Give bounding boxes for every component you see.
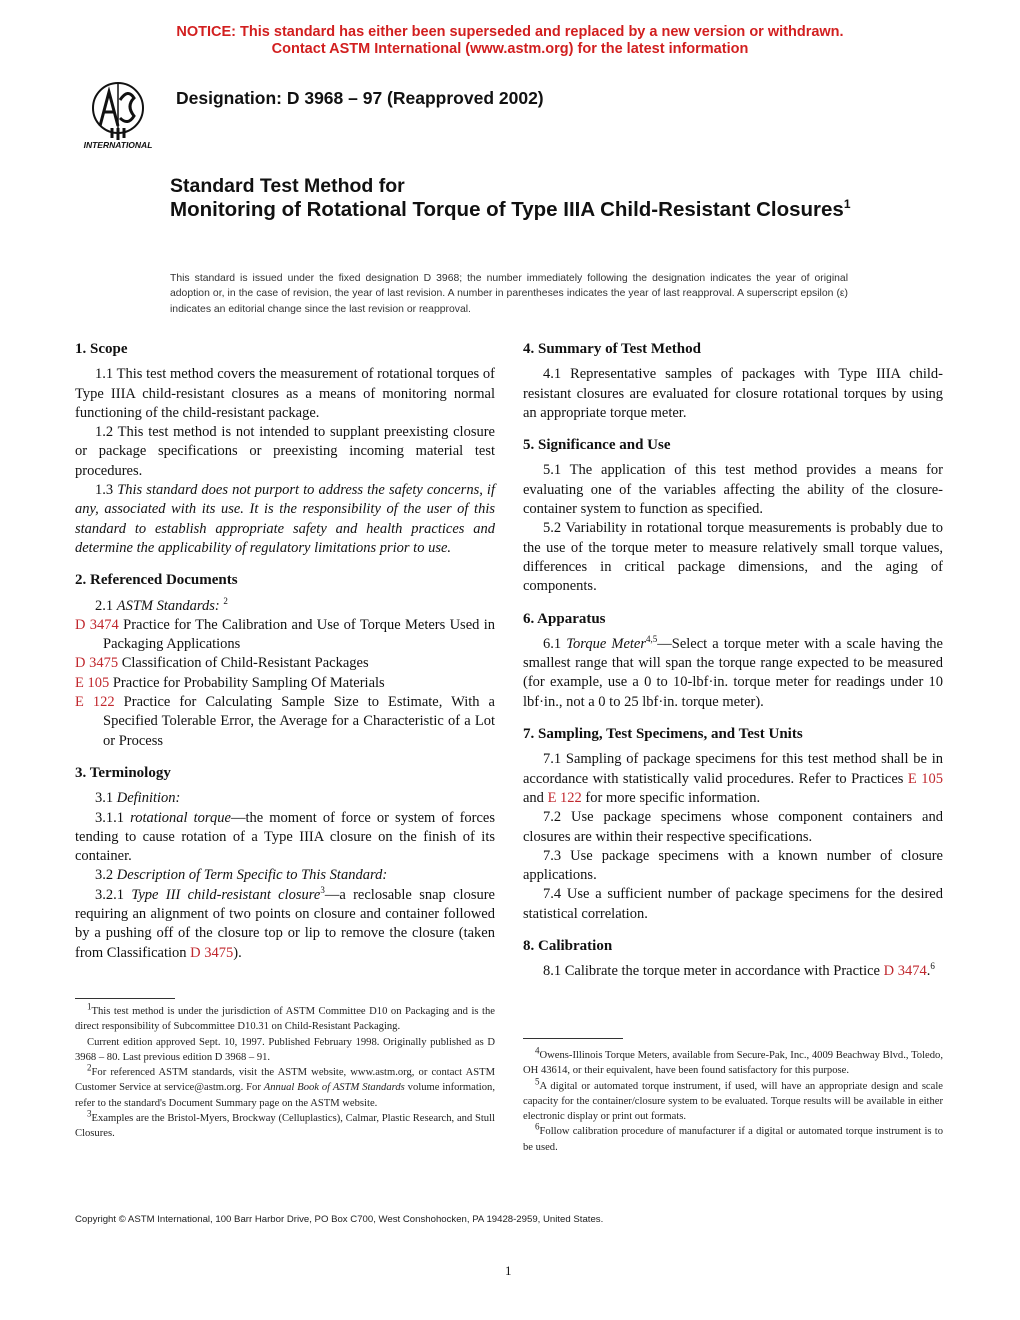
para-4-1: 4.1 Representative samples of packages with Type IIIA child-resistant closures are evaluated for closure rotational torques by using an appropriate torque meter. [523,366,943,421]
para-number: 3.1 [95,790,114,807]
footnote-ref: 6 [930,961,935,972]
para-1-2: 1.2 This test method is not intended to supplant preexisting closure or package specifications or preexisting incoming material test procedures. [75,424,495,479]
footnote-divider [523,1038,623,1039]
para-number: 2.1 [95,597,114,614]
page-number: 1 [505,1263,512,1278]
title-line-1: Standard Test Method for [170,175,405,197]
reference-item [75,674,495,693]
footnote-3 [75,1108,495,1142]
reference-link-d3475[interactable]: D 3475 [75,655,119,672]
para-2-1-text: ASTM Standards: [116,597,220,614]
term: Type III child-resistant closure [131,886,321,903]
para-3-2-text: Description of Term Specific to This Standard: [116,867,388,884]
footnote-4 [523,1045,943,1079]
footnote-ref: 4,5 [646,634,658,645]
footnote-mark: 3 [87,1108,92,1119]
para-7-1-text: 7.1 Sampling of package specimens for this test method shall be in accordance with statistically valid procedures. Refer to Practices [523,751,943,787]
copyright: Copyright © ASTM International, 100 Barr Harbor Drive, PO Box C700, West Conshohocken, PA 19428-2959, United States. [75,1214,604,1225]
footnotes-right [523,1045,943,1155]
footnote-1 [75,1001,495,1035]
footnote-text: Examples are the Bristol-Myers, Brockway (Celluplastics), Calmar, Plastic Research, and Stull Closures. [75,1113,495,1140]
para-number: 3.2.1 [95,886,124,903]
definition-text: —a reclosable snap closure requiring an alignment of two points on closure and container followed by a pushing off of the closure top or lip to remove the closure (taken from Classification [75,886,495,961]
reference-item [75,616,495,655]
reference-item [75,654,495,673]
footnote-ref: 3 [320,884,325,895]
section-heading-scope: 1. Scope [75,341,128,357]
section-heading-significance: 5. Significance and Use [523,437,671,454]
footnote-text: Follow calibration procedure of manufacturer if a digital or automated torque instrument is to be used. [523,1126,943,1153]
para-3-2 [75,866,495,885]
left-column [75,340,495,963]
reference-link-d3475[interactable]: D 3475 [190,944,234,961]
para-1-3 [75,481,495,558]
footnote-mark: 1 [87,1001,92,1012]
para-1-1: 1.1 This test method covers the measurement of rotational torques of Type IIIA child-resistant closures as a means of monitoring normal functioning of the child-resistant package. [75,366,495,421]
footnote-divider [75,998,175,999]
footnote-mark: 4 [535,1045,540,1056]
footnote-text: A digital or automated torque instrument, if used, will have an appropriate design and scale capacity for the container/closure system to be evaluated. Torque results will be available in either electronic display or print out formats. [523,1080,943,1123]
footnote-6 [523,1121,943,1155]
footnote-italic: Annual Book of ASTM Standards [263,1082,405,1094]
right-column [523,340,943,982]
reference-link-e105[interactable]: E 105 [907,770,943,787]
para-5-2: 5.2 Variability in rotational torque measurements is probably due to the use of the torque meter to measure relatively small torque values, differences in critical package dimensions, and the aging of components. [523,520,943,595]
para-3-1-text: Definition: [116,790,181,807]
footnote-1-continued: Current edition approved Sept. 10, 1997. Published February 1998. Originally published as D 3968 – 80. Last previous edition D 3968 – 91. [75,1036,495,1063]
para-number: 6.1 [543,635,562,652]
para-8-1 [523,962,943,981]
para-3-1-1 [75,809,495,867]
para-number: 3.1.1 [95,809,124,826]
reference-item [75,693,495,751]
footnote-ref: 2 [223,595,228,606]
term: Torque Meter [566,635,647,652]
footnote-text: This test method is under the jurisdiction of ASTM Committee D10 on Packaging and is the direct responsibility of Subcommittee D10.31 on Child-Resistant Packaging. [75,1006,495,1033]
document-title [170,174,890,222]
reference-link-e105[interactable]: E 105 [75,674,110,691]
reference-text: Practice for Calculating Sample Size to Estimate, With a Specified Tolerable Error, the Average for a Characteristic of a Lot or Process [103,694,495,749]
para-8-1-text: 8.1 Calibrate the torque meter in accordance with Practice [543,963,880,980]
title-footnote-mark: 1 [843,197,851,212]
footnote-mark: 2 [87,1062,92,1073]
punctuation: ). [233,944,242,961]
footnote-5 [523,1076,943,1125]
para-6-1-text: —Select a torque meter with a scale having the smallest range that will span the torque range expected to be measured (for example, use a 0 to 10-lbf·in. torque meter for readings under 10 lbf·in., not a 0 to 25 lbf·in. torque meter). [523,635,943,710]
astm-logo-icon [76,78,160,150]
para-3-1 [75,789,495,808]
footnote-text: volume information, refer to the standard's Document Summary page on the ASTM website. [75,1082,495,1109]
footnote-text: Owens-Illinois Torque Meters, available from Secure-Pak, Inc., 4009 Beachway Blvd., Toledo, OH 43614, or their equivalent, have been found satisfactory for this purpose. [523,1050,943,1077]
preamble: This standard is issued under the fixed designation D 3968; the number immediately following the designation indicates the year of original adoption or, in the case of revision, the year of last revision. A number in parentheses indicates the year of last reapproval. A superscript epsilon (ε) indicates an editorial change since the last revision or reapproval. [170,273,848,315]
term: rotational torque [130,809,231,826]
conjunction: and [523,789,544,806]
para-3-2-1 [75,886,495,963]
reference-text: Practice for The Calibration and Use of Torque Meters Used in Packaging Applications [103,616,495,653]
para-7-1-end: for more specific information. [585,789,761,806]
para-7-2: 7.2 Use package specimens whose component containers and closures are within their respective specifications. [523,809,943,845]
footnote-mark: 5 [535,1076,540,1087]
para-1-3-text: This standard does not purport to address the safety concerns, if any, associated with its use. It is the responsibility of the user of this standard to establish appropriate safety and health practices and determine the applicability of regulatory limitations prior to use. [75,482,495,556]
reference-link-d3474[interactable]: D 3474 [883,963,927,980]
section-heading-calibration: 8. Calibration [523,938,613,955]
para-number: 3.2 [95,867,114,884]
definition-text: —the moment of force or system of forces tending to cause rotation of a Type IIIA closure on the finish of its container. [75,809,496,865]
notice-line-1: NOTICE: This standard has either been superseded and replaced by a new version or withdrawn. [176,24,844,40]
reference-link-e122[interactable]: E 122 [75,694,115,711]
section-heading-sampling: 7. Sampling, Test Specimens, and Test Units [523,726,803,743]
reference-text: Classification of Child-Resistant Packages [121,655,369,672]
notice-line-2: Contact ASTM International (www.astm.org) for the latest information [271,41,749,57]
reference-link-e122[interactable]: E 122 [547,789,582,806]
section-heading-terminology: 3. Terminology [75,764,171,781]
section-heading-apparatus: 6. Apparatus [523,610,606,627]
para-5-1: 5.1 The application of this test method provides a means for evaluating one of the variables affecting the ability of the closure-container system to function as specified. [523,462,943,518]
footnote-mark: 6 [535,1121,540,1132]
reference-link-d3474[interactable]: D 3474 [75,616,119,633]
designation: Designation: D 3968 – 97 (Reapproved 2002) [176,88,544,108]
para-7-4: 7.4 Use a sufficient number of package specimens for the desired statistical correlation. [523,886,943,922]
logo-text: INTERNATIONAL [83,140,153,150]
para-6-1 [523,635,943,712]
punctuation: . [926,963,931,980]
withdrawal-notice [0,24,1020,58]
para-7-3: 7.3 Use package specimens with a known number of closure applications. [523,847,943,884]
footnotes-left [75,1001,495,1142]
section-heading-referenced-documents: 2. Referenced Documents [75,572,238,589]
section-heading-summary: 4. Summary of Test Method [523,341,701,357]
title-main [170,198,890,222]
title-main-text: Monitoring of Rotational Torque of Type IIIA Child-Resistant Closures [170,198,844,221]
footnote-2 [75,1062,495,1111]
para-number: 1.3 [95,482,114,499]
reference-text: Practice for Probability Sampling Of Materials [112,674,385,691]
footnote-text: For referenced ASTM standards, visit the ASTM website, www.astm.org, or contact ASTM Customer Service at service@astm.org. For [75,1067,495,1094]
para-7-1 [523,750,943,808]
para-2-1 [75,597,495,616]
